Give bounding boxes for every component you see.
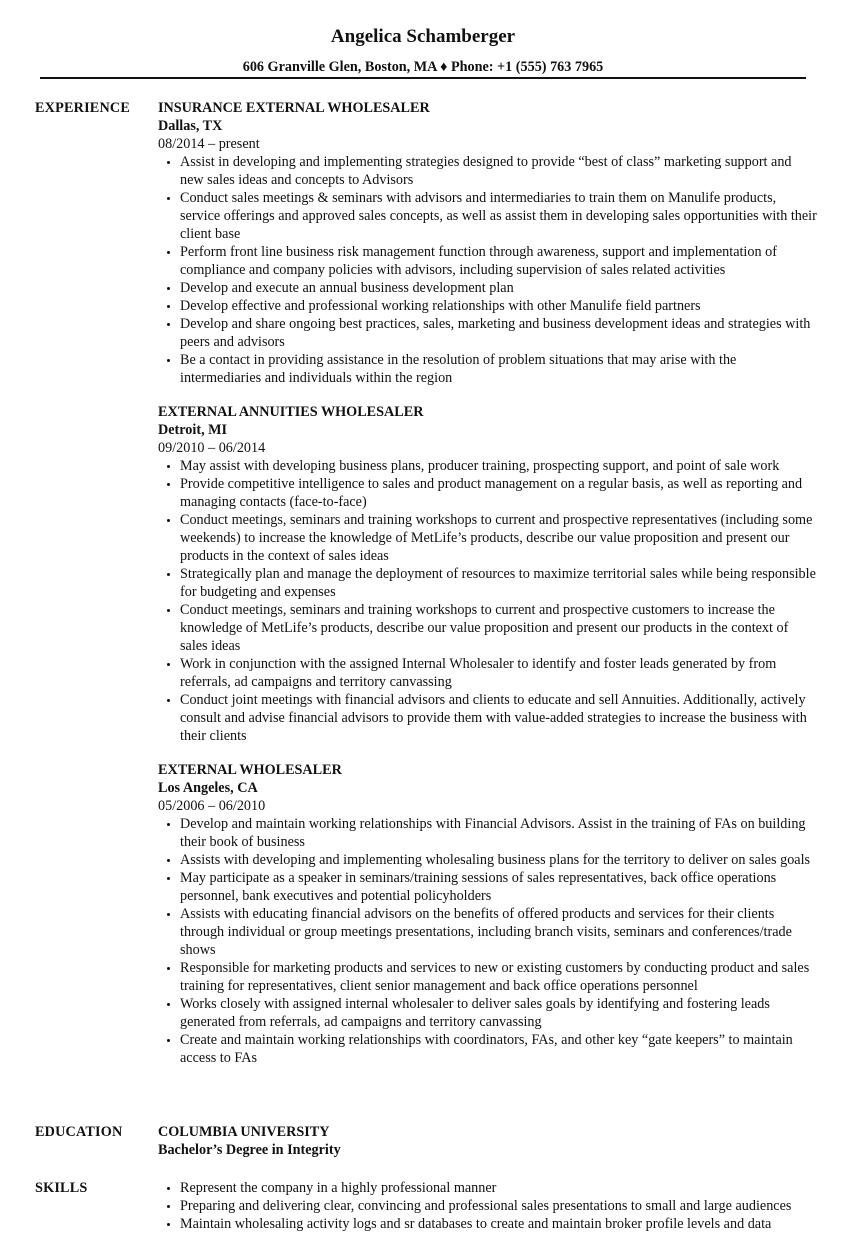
bullet-item: • Assists with educating financial advisors on the benefits of offered products and services for their clients through individual or group meetings presentations, including branch visits, seminars and conferences/trade shows (180, 905, 818, 959)
job-title: EXTERNAL ANNUITIES WHOLESALER (158, 404, 424, 420)
bullet-item: • Strategically plan and manage the deployment of resources to maximize territorial sales while being responsible for budgeting and expenses (180, 565, 818, 601)
bullet-item: • Conduct meetings, seminars and training workshops to current and prospective representatives (including some weekends) to increase the knowledge of MetLife’s products, describe our value proposition and present our products in the context of sales ideas (180, 511, 818, 565)
bullet-item: • May participate as a speaker in seminars/training sessions of sales representatives, back office operations personnel, bank executives and potential policyholders (180, 869, 818, 905)
job-bullets (158, 815, 818, 1067)
job-entry (158, 761, 818, 1067)
bullet-item: • Conduct meetings, seminars and training workshops to current and prospective customers to increase the knowledge of MetLife’s products, describe our value proposition and present our products in the context of sales ideas (180, 601, 818, 655)
job-title: EXTERNAL WHOLESALER (158, 762, 342, 778)
candidate-name: Angelica Schamberger (330, 26, 516, 47)
job-dates: 08/2014 – present (158, 136, 260, 152)
bullet-item: • Assists with developing and implementing wholesaling business plans for the territory to deliver on sales goals (180, 851, 818, 869)
job-entry (158, 403, 818, 745)
bullet-item: • Responsible for marketing products and services to new or existing customers by conducting product and sales training for representatives, client senior management and back office operations personnel (180, 959, 818, 995)
bullet-item: • Conduct joint meetings with financial advisors and clients to educate and sell Annuities. Additionally, actively consult and advise financial advisors to provide them with value-added strategies to increase the business with their clients (180, 691, 818, 745)
job-dates: 05/2006 – 06/2010 (158, 798, 266, 814)
header-divider (40, 77, 806, 79)
bullet-item: • Develop and execute an annual business development plan (180, 279, 818, 297)
job-title: INSURANCE EXTERNAL WHOLESALER (158, 100, 430, 116)
school-name: COLUMBIA UNIVERSITY (158, 1124, 330, 1140)
job-location: Dallas, TX (158, 118, 223, 134)
job-bullets (158, 457, 818, 745)
skills-bullets (158, 1179, 818, 1233)
skills-body (158, 1179, 818, 1233)
job-location: Los Angeles, CA (158, 780, 258, 796)
bullet-item: • Develop effective and professional working relationships with other Manulife field partners (180, 297, 818, 315)
section-label-experience: EXPERIENCE (35, 100, 131, 116)
job-location: Detroit, MI (158, 422, 228, 438)
resume-header (40, 26, 806, 76)
bullet-item: • Develop and maintain working relationships with Financial Advisors. Assist in the training of FAs on building their book of business (180, 815, 818, 851)
bullet-item: • Conduct sales meetings & seminars with advisors and intermediaries to train them on Manulife products, service offerings and approved sales concepts, as well as assist them in developing sales opportunities with their client base (180, 189, 818, 243)
section-label-education: EDUCATION (35, 1124, 123, 1140)
education-body (158, 1123, 818, 1159)
bullet-item: • Assist in developing and implementing strategies designed to provide “best of class” marketing support and new sales ideas and concepts to Advisors (180, 153, 818, 189)
skill-item: • Represent the company in a highly professional manner (180, 1179, 818, 1197)
skill-item: • Maintain wholesaling activity logs and sr databases to create and maintain broker profile levels and data (180, 1215, 818, 1233)
bullet-item: • Provide competitive intelligence to sales and product management on a regular basis, as well as reporting and managing contacts (face-to-face) (180, 475, 818, 511)
bullet-item: • May assist with developing business plans, producer training, prospecting support, and point of sale work (180, 457, 818, 475)
bullet-item: • Perform front line business risk management function through awareness, support and implementation of compliance and company policies with advisors, including supervision of sales related activities (180, 243, 818, 279)
skill-item: • Preparing and delivering clear, convincing and professional sales presentations to small and large audiences (180, 1197, 818, 1215)
job-entry (158, 99, 818, 387)
bullet-item: • Create and maintain working relationships with coordinators, FAs, and other key “gate keepers” to maintain access to FAs (180, 1031, 818, 1067)
experience-body (158, 99, 818, 1083)
bullet-item: • Develop and share ongoing best practices, sales, marketing and business development ideas and strategies with peers and advisors (180, 315, 818, 351)
job-dates: 09/2010 – 06/2014 (158, 440, 266, 456)
bullet-item: • Works closely with assigned internal wholesaler to deliver sales goals by identifying and fostering leads generated from referrals, ad campaigns and territory canvassing (180, 995, 818, 1031)
section-label-skills: SKILLS (35, 1180, 88, 1196)
degree-name: Bachelor’s Degree in Integrity (158, 1142, 341, 1158)
contact-line: 606 Granville Glen, Boston, MA ♦ Phone: +1 (555) 763 7965 (242, 59, 604, 75)
bullet-item: • Be a contact in providing assistance in the resolution of problem situations that may arise with the intermediaries and individuals within the region (180, 351, 818, 387)
bullet-item: • Work in conjunction with the assigned Internal Wholesaler to identify and foster leads generated by from referrals, ad campaigns and territory canvassing (180, 655, 818, 691)
job-bullets (158, 153, 818, 387)
